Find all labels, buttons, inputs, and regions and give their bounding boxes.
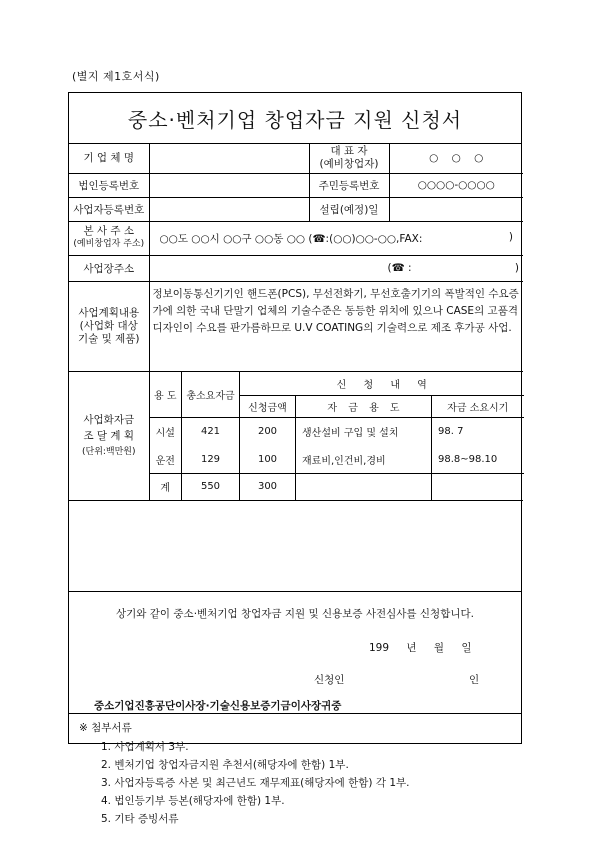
application-date[interactable]: 199 년 월 일 [369,642,472,654]
funding-row-total[interactable]: 129 [182,446,240,474]
funding-header-amount: 신청금액 [240,396,296,418]
resident-reg-value[interactable]: ○○○○-○○○○ [389,173,523,197]
funding-row-total[interactable]: 421 [182,418,240,446]
funding-table-cell [149,371,523,500]
applicant-info-table [69,143,523,501]
site-address-label: 사업장주소 [69,255,149,281]
funding-label: 사업화자금 조 달 계 획 [83,414,135,442]
business-plan-text[interactable]: 정보이동통신기기인 핸드폰(PCS), 무선전화기, 무선호출기기의 폭발적인 수요증가에 의한 국내 단말기 업체의 기술수준은 동등한 위치에 있으나 CASE의 고품격 디자인이 수요를 판가름하므로 U.V COATING의 기술력으로 제조 후가공 사업. [149,281,523,371]
hq-address-close: ) [508,230,513,243]
attachments-title: ※ 첨부서류 [79,722,132,734]
attachment-item: 1. 사업계획서 3부. [101,741,189,753]
attachments-section [69,713,521,825]
biz-reg-label: 사업자등록번호 [69,197,149,221]
established-label: 설립(예정)일 [309,197,389,221]
funding-total-amount: 300 [240,474,296,500]
attachment-item: 4. 법인등기부 등본(해당자에 한함) 1부. [101,795,285,807]
funding-label-cell [69,371,149,500]
hq-address-value-cell[interactable] [149,221,523,255]
funding-total-purpose [296,474,432,500]
hq-address-label: 본 사 주 소 [83,225,135,237]
funding-table [150,372,524,500]
form-title: 중소·벤처기업 창업자금 지원 신청서 [69,93,521,144]
site-phone-close: ) [514,261,519,274]
corp-reg-value[interactable] [149,173,309,197]
attachment-item: 5. 기타 증빙서류 [101,813,179,825]
attachment-item: 3. 사업자등록증 사본 및 최근년도 재무제표(해당자에 한함) 각 1부. [101,777,410,789]
funding-row-purpose[interactable]: 재료비,인건비,경비 [296,446,432,474]
applicant-label: 신청인 [314,674,345,686]
funding-total-use: 계 [150,474,182,500]
ceo-value[interactable]: ○ ○ ○ [389,143,523,173]
funding-row-purpose[interactable]: 생산설비 구입 및 설치 [296,418,432,446]
funding-row-amount[interactable]: 100 [240,446,296,474]
funding-row-amount[interactable]: 200 [240,418,296,446]
funding-unit: (단위:백만원) [81,447,136,457]
funding-header-purpose: 자 금 용 도 [296,396,432,418]
hq-address-value: ○○도 ○○시 ○○구 ○○동 ○○ (☎:(○○)○○-○○,FAX: [159,232,423,245]
funding-row-timing[interactable]: 98.8~98.10 [432,446,524,474]
site-phone-prefix: (☎ : [387,261,412,274]
recipient-line: 중소기업진흥공단이사장·기술신용보증기금이사장귀중 [94,700,342,712]
funding-row-use: 운전 [150,446,182,474]
established-value[interactable] [389,197,523,221]
attachments-list [101,738,410,828]
hq-address-sublabel: (예비창업자 주소) [73,239,145,249]
corp-reg-label: 법인등록번호 [69,173,149,197]
seal-mark[interactable]: 인 [469,674,480,686]
funding-total-total: 550 [182,474,240,500]
application-form [68,92,522,825]
funding-row-timing[interactable]: 98. 7 [432,418,524,446]
resident-reg-label: 주민등록번호 [309,173,389,197]
funding-header-timing: 자금 소요시기 [432,396,524,418]
funding-row-use: 시설 [150,418,182,446]
application-statement-section [69,591,521,714]
business-plan-label: 사업계획내용 (사업화 대상 기술 및 제품) [69,281,149,371]
attachment-item: 2. 벤처기업 창업자금지원 추천서(해당자에 한함) 1부. [101,759,349,771]
funding-header-use: 용 도 [150,372,182,418]
funding-header-application: 신 청 내 역 [240,372,524,396]
ceo-label: 대 표 자 (예비창업자) [309,143,389,173]
application-statement: 상기와 같이 중소·벤처기업 창업자금 지원 및 신용보증 사전심사를 신청합니다. [116,608,474,620]
hq-address-label-cell [69,221,149,255]
funding-total-timing [432,474,524,500]
company-name-label: 기 업 체 명 [69,143,149,173]
site-address-value-cell[interactable] [149,255,523,281]
company-name-value[interactable] [149,143,309,173]
form-number-label: (별지 제1호서식) [72,70,160,83]
biz-reg-value[interactable] [149,197,309,221]
funding-header-total: 총소요자금 [182,372,240,418]
